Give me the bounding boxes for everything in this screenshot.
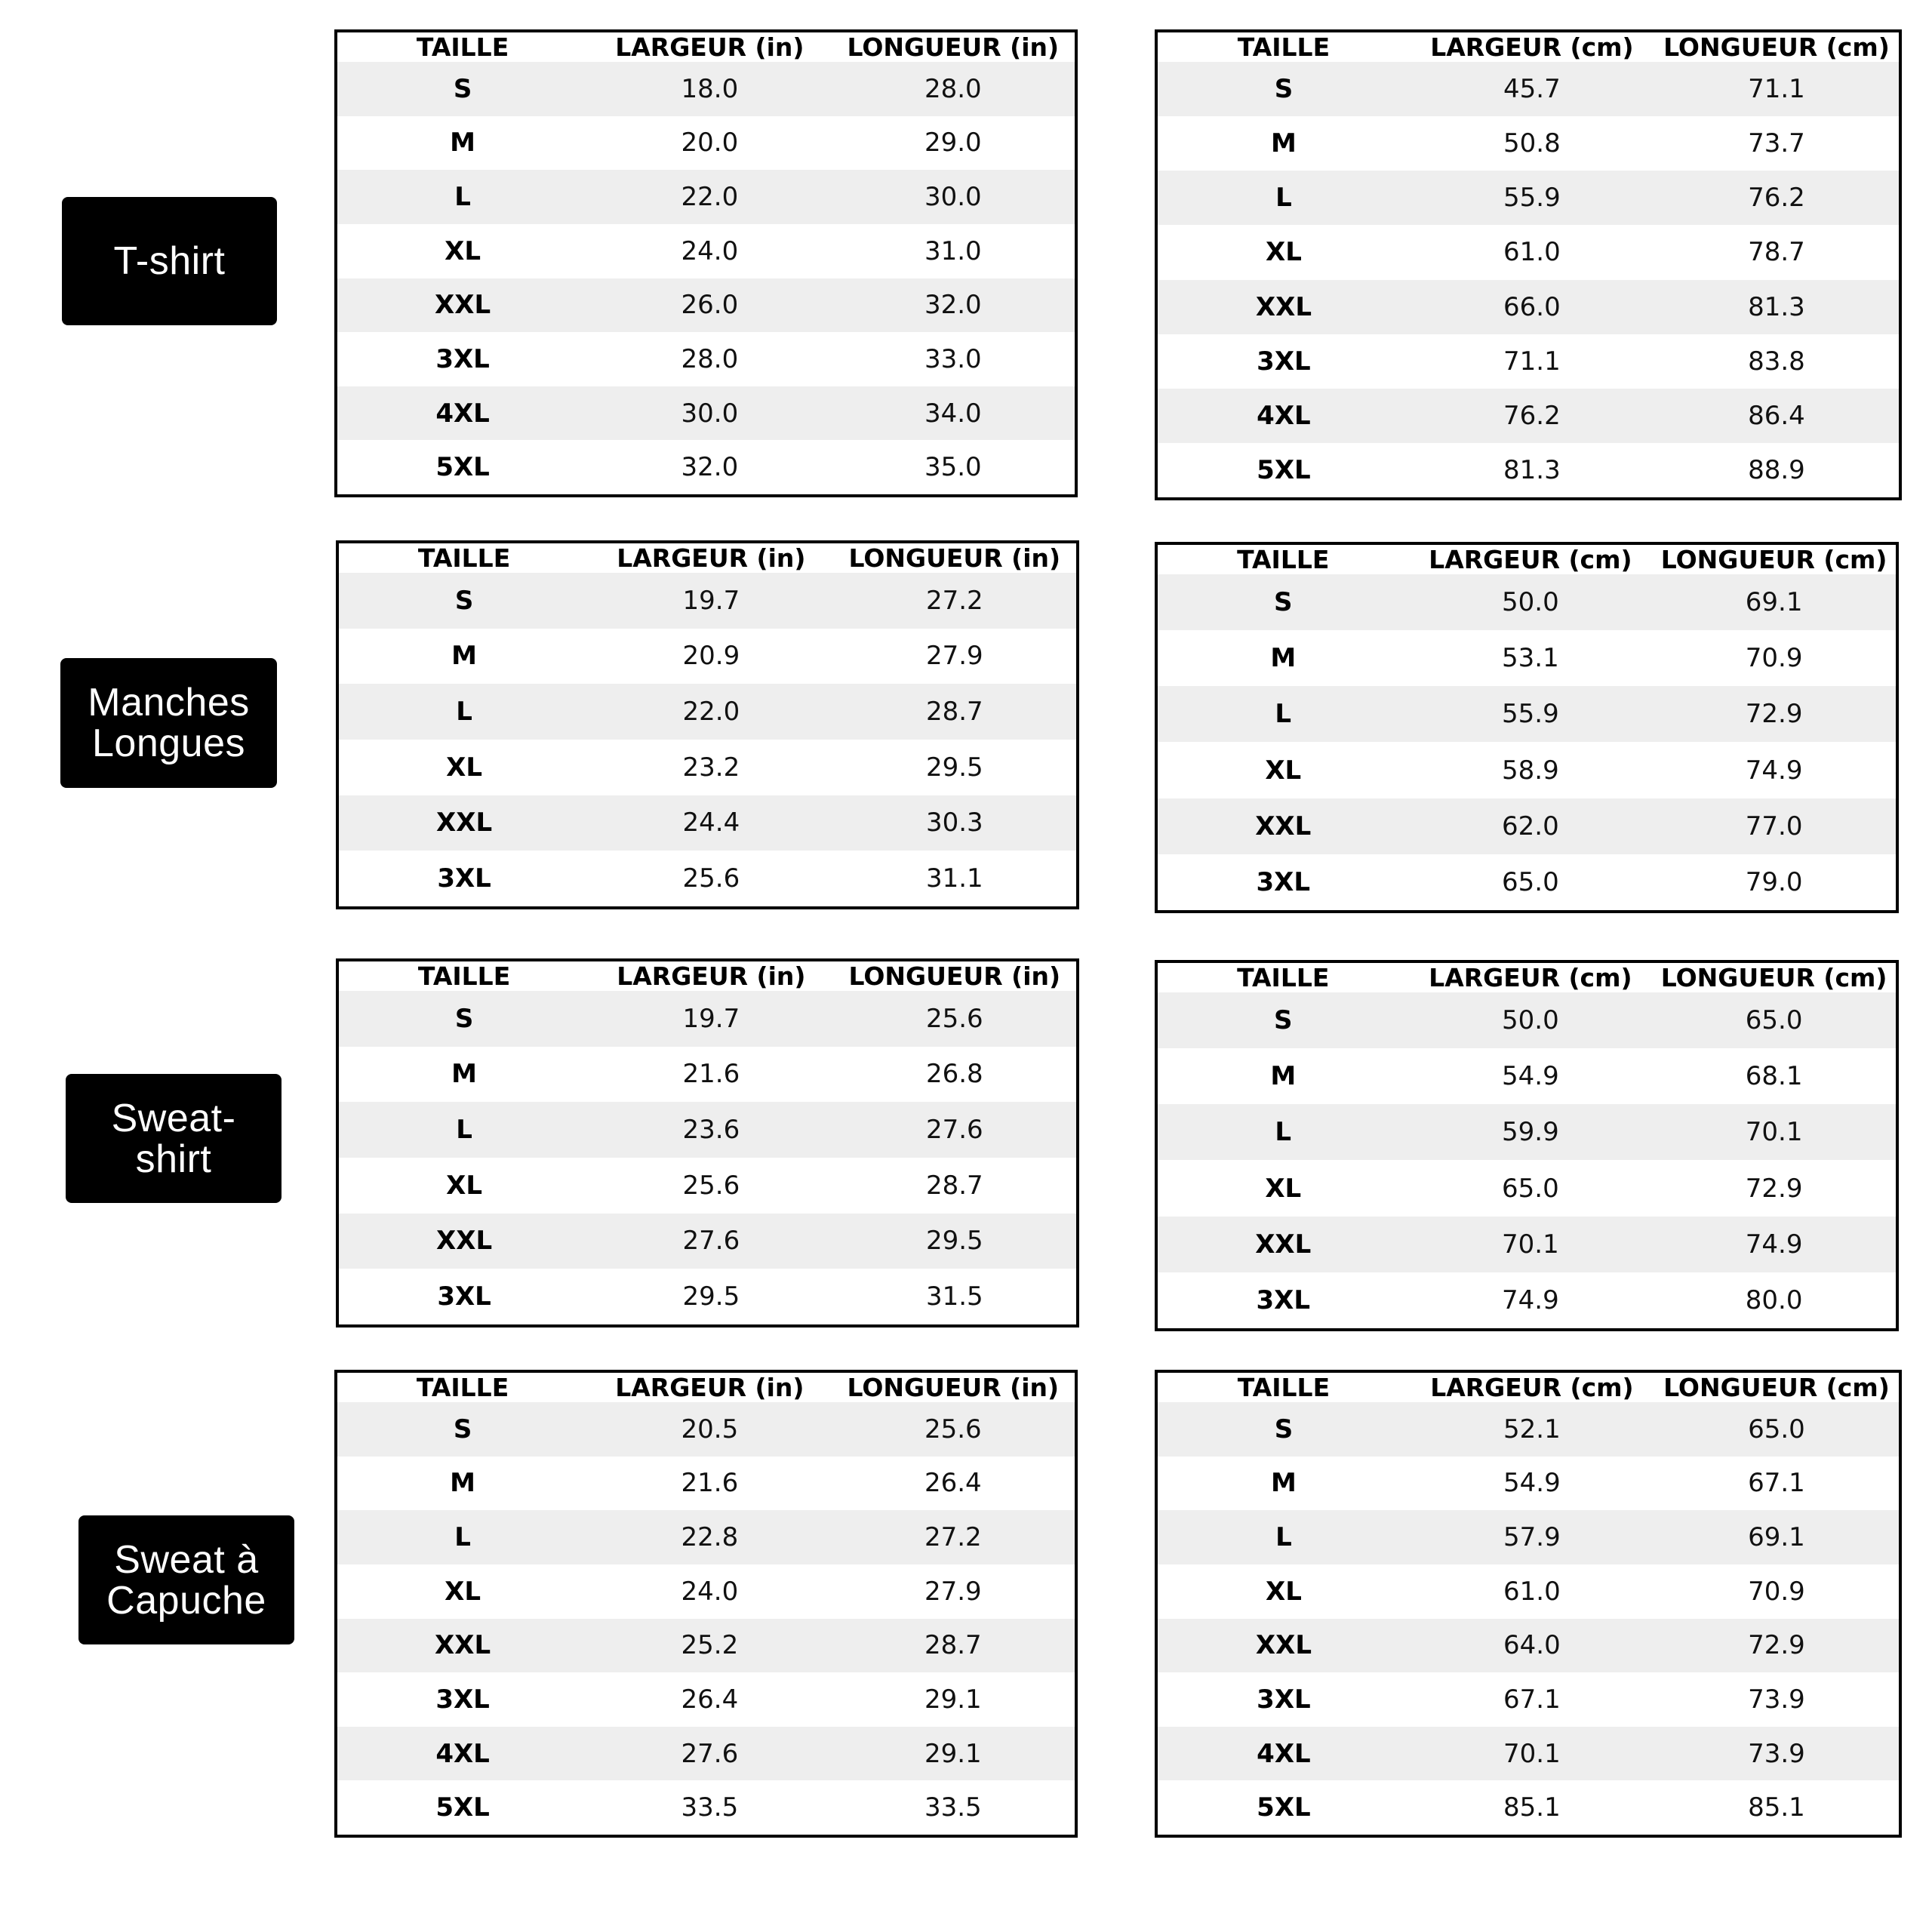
section-label-sweat-shirt	[66, 1074, 281, 1203]
width-cell: 85.1	[1410, 1780, 1654, 1835]
table-row	[1158, 1619, 1899, 1673]
width-cell: 65.0	[1409, 854, 1653, 910]
length-cell: 70.9	[1654, 1564, 1899, 1619]
table-row	[337, 1672, 1075, 1727]
size-cell: XL	[1158, 742, 1409, 798]
width-cell: 81.3	[1410, 443, 1654, 497]
table-row	[337, 1402, 1075, 1457]
table-header-row	[337, 1373, 1075, 1402]
width-cell: 70.1	[1409, 1217, 1653, 1272]
header-largeur: LARGEUR (in)	[588, 1373, 831, 1402]
width-cell: 26.0	[588, 278, 831, 333]
length-cell: 34.0	[832, 386, 1075, 441]
table-row	[1158, 1160, 1896, 1216]
width-cell: 24.0	[588, 224, 831, 278]
size-table	[339, 543, 1076, 906]
width-cell: 59.9	[1409, 1104, 1653, 1160]
width-cell: 22.8	[588, 1510, 831, 1564]
size-cell: 3XL	[337, 1672, 588, 1727]
header-largeur: LARGEUR (cm)	[1410, 32, 1654, 62]
table-row	[337, 1727, 1075, 1781]
table-header-row	[1158, 32, 1899, 62]
section-label-line: Sweat à	[114, 1537, 259, 1582]
table-row	[337, 1457, 1075, 1511]
size-cell: M	[337, 1457, 588, 1511]
size-cell: L	[337, 1510, 588, 1564]
width-cell: 22.0	[589, 684, 832, 740]
width-cell: 61.0	[1410, 1564, 1654, 1619]
header-taille: TAILLE	[1158, 1373, 1410, 1402]
length-cell: 31.0	[832, 224, 1075, 278]
size-cell: 5XL	[1158, 443, 1410, 497]
size-cell: 3XL	[1158, 1272, 1409, 1328]
size-cell: 5XL	[337, 440, 588, 494]
table-row	[1158, 742, 1896, 798]
size-cell: S	[339, 573, 589, 629]
length-cell: 27.2	[833, 573, 1076, 629]
length-cell: 74.9	[1652, 1217, 1896, 1272]
header-largeur: LARGEUR (in)	[588, 32, 831, 62]
length-cell: 88.9	[1654, 443, 1899, 497]
table-row	[337, 1780, 1075, 1835]
width-cell: 23.6	[589, 1102, 832, 1158]
width-cell: 54.9	[1410, 1457, 1654, 1511]
width-cell: 71.1	[1410, 334, 1654, 389]
header-largeur: LARGEUR (in)	[589, 961, 832, 991]
size-cell: M	[1158, 116, 1410, 171]
length-cell: 27.2	[832, 1510, 1075, 1564]
size-cell: S	[339, 991, 589, 1047]
table-row	[337, 386, 1075, 441]
size-table	[1158, 545, 1896, 910]
length-cell: 72.9	[1654, 1619, 1899, 1673]
size-table	[339, 961, 1076, 1324]
width-cell: 65.0	[1409, 1160, 1653, 1216]
table-row	[1158, 574, 1896, 630]
table-row	[1158, 1048, 1896, 1104]
table-row	[1158, 62, 1899, 116]
size-table	[1158, 963, 1896, 1328]
size-table-tshirt-cm	[1155, 29, 1902, 500]
header-taille: TAILLE	[1158, 545, 1409, 574]
table-row	[1158, 686, 1896, 742]
header-largeur: LARGEUR (cm)	[1409, 963, 1653, 992]
header-taille: TAILLE	[337, 32, 588, 62]
width-cell: 25.6	[589, 1158, 832, 1214]
width-cell: 20.5	[588, 1402, 831, 1457]
size-table	[337, 1373, 1075, 1835]
size-cell: XXL	[1158, 1619, 1410, 1673]
size-cell: 5XL	[1158, 1780, 1410, 1835]
table-row	[339, 684, 1076, 740]
table-header-row	[1158, 545, 1896, 574]
header-taille: TAILLE	[339, 961, 589, 991]
width-cell: 66.0	[1410, 280, 1654, 334]
size-cell: XXL	[337, 278, 588, 333]
size-table-sweat-shirt-cm	[1155, 960, 1899, 1331]
table-row	[339, 740, 1076, 795]
size-table-manches-longues-cm	[1155, 542, 1899, 913]
table-row	[337, 1564, 1075, 1619]
table-row	[337, 332, 1075, 386]
header-largeur: LARGEUR (cm)	[1409, 545, 1653, 574]
size-cell: 5XL	[337, 1780, 588, 1835]
length-cell: 73.7	[1654, 116, 1899, 171]
width-cell: 24.0	[588, 1564, 831, 1619]
size-table-sweat-shirt-inches	[336, 958, 1079, 1327]
header-longueur: LONGUEUR (cm)	[1652, 963, 1896, 992]
width-cell: 45.7	[1410, 62, 1654, 116]
size-table-tshirt-inches	[334, 29, 1078, 497]
header-longueur: LONGUEUR (in)	[832, 1373, 1075, 1402]
size-cell: XXL	[337, 1619, 588, 1673]
header-longueur: LONGUEUR (in)	[833, 961, 1076, 991]
table-row	[1158, 1217, 1896, 1272]
table-row	[339, 1214, 1076, 1269]
table-row	[339, 1047, 1076, 1103]
section-label-line: Capuche	[106, 1578, 266, 1623]
table-row	[339, 851, 1076, 906]
width-cell: 29.5	[589, 1269, 832, 1324]
size-cell: S	[1158, 62, 1410, 116]
width-cell: 19.7	[589, 991, 832, 1047]
length-cell: 33.0	[832, 332, 1075, 386]
table-row	[1158, 225, 1899, 279]
size-cell: M	[1158, 1048, 1409, 1104]
size-cell: 3XL	[337, 332, 588, 386]
length-cell: 28.7	[833, 1158, 1076, 1214]
width-cell: 62.0	[1409, 798, 1653, 854]
section-label-line: Manches	[88, 681, 250, 724]
length-cell: 29.5	[833, 740, 1076, 795]
width-cell: 67.1	[1410, 1672, 1654, 1727]
size-cell: 3XL	[1158, 334, 1410, 389]
table-row	[1158, 1457, 1899, 1511]
size-table	[1158, 1373, 1899, 1835]
header-longueur: LONGUEUR (cm)	[1652, 545, 1896, 574]
table-row	[1158, 1510, 1899, 1564]
header-longueur: LONGUEUR (cm)	[1654, 32, 1899, 62]
size-cell: XXL	[1158, 1217, 1409, 1272]
width-cell: 23.2	[589, 740, 832, 795]
size-cell: 3XL	[339, 1269, 589, 1324]
size-cell: 4XL	[337, 1727, 588, 1781]
table-row	[1158, 1564, 1899, 1619]
size-cell: XL	[337, 1564, 588, 1619]
section-label-tshirt	[62, 197, 277, 325]
width-cell: 22.0	[588, 170, 831, 224]
size-cell: L	[337, 170, 588, 224]
size-table	[1158, 32, 1899, 497]
size-table-sweat-a-capuche-inches	[334, 1370, 1078, 1838]
length-cell: 76.2	[1654, 171, 1899, 225]
table-row	[337, 62, 1075, 116]
section-label-manches-longues	[60, 658, 277, 788]
size-cell: XL	[1158, 1160, 1409, 1216]
width-cell: 53.1	[1409, 630, 1653, 686]
table-header-row	[339, 543, 1076, 573]
table-row	[1158, 1780, 1899, 1835]
length-cell: 70.9	[1652, 630, 1896, 686]
length-cell: 25.6	[832, 1402, 1075, 1457]
size-cell: XXL	[339, 795, 589, 851]
table-row	[337, 278, 1075, 333]
header-taille: TAILLE	[1158, 32, 1410, 62]
table-row	[339, 629, 1076, 685]
table-row	[1158, 1727, 1899, 1781]
width-cell: 70.1	[1410, 1727, 1654, 1781]
size-cell: XL	[339, 1158, 589, 1214]
size-cell: L	[1158, 1510, 1410, 1564]
table-header-row	[337, 32, 1075, 62]
length-cell: 29.5	[833, 1214, 1076, 1269]
table-row	[1158, 1402, 1899, 1457]
section-label-line: shirt	[135, 1137, 212, 1181]
size-cell: M	[1158, 630, 1409, 686]
length-cell: 81.3	[1654, 280, 1899, 334]
size-table	[337, 32, 1075, 494]
width-cell: 54.9	[1409, 1048, 1653, 1104]
table-row	[1158, 116, 1899, 171]
length-cell: 67.1	[1654, 1457, 1899, 1511]
width-cell: 32.0	[588, 440, 831, 494]
size-cell: XXL	[1158, 798, 1409, 854]
size-cell: L	[1158, 171, 1410, 225]
table-header-row	[1158, 1373, 1899, 1402]
width-cell: 26.4	[588, 1672, 831, 1727]
size-cell: XL	[337, 224, 588, 278]
width-cell: 20.0	[588, 116, 831, 171]
length-cell: 30.0	[832, 170, 1075, 224]
section-label-sweat-a-capuche	[78, 1515, 294, 1644]
size-cell: M	[1158, 1457, 1410, 1511]
length-cell: 78.7	[1654, 225, 1899, 279]
length-cell: 26.8	[833, 1047, 1076, 1103]
length-cell: 65.0	[1652, 992, 1896, 1048]
table-row	[337, 1619, 1075, 1673]
width-cell: 52.1	[1410, 1402, 1654, 1457]
table-row	[337, 440, 1075, 494]
length-cell: 85.1	[1654, 1780, 1899, 1835]
length-cell: 69.1	[1652, 574, 1896, 630]
length-cell: 73.9	[1654, 1727, 1899, 1781]
length-cell: 65.0	[1654, 1402, 1899, 1457]
width-cell: 55.9	[1409, 686, 1653, 742]
size-cell: XL	[1158, 225, 1410, 279]
table-row	[1158, 1272, 1896, 1328]
table-row	[339, 795, 1076, 851]
width-cell: 50.8	[1410, 116, 1654, 171]
width-cell: 27.6	[588, 1727, 831, 1781]
size-cell: S	[337, 1402, 588, 1457]
table-row	[339, 573, 1076, 629]
size-cell: S	[337, 62, 588, 116]
length-cell: 80.0	[1652, 1272, 1896, 1328]
length-cell: 68.1	[1652, 1048, 1896, 1104]
length-cell: 83.8	[1654, 334, 1899, 389]
table-row	[339, 1102, 1076, 1158]
section-label-line: Longues	[91, 721, 246, 765]
width-cell: 24.4	[589, 795, 832, 851]
width-cell: 25.2	[588, 1619, 831, 1673]
table-row	[339, 991, 1076, 1047]
size-table-manches-longues-inches	[336, 540, 1079, 909]
size-cell: S	[1158, 1402, 1410, 1457]
size-cell: S	[1158, 992, 1409, 1048]
length-cell: 74.9	[1652, 742, 1896, 798]
table-row	[1158, 798, 1896, 854]
size-cell: L	[339, 684, 589, 740]
table-header-row	[1158, 963, 1896, 992]
length-cell: 86.4	[1654, 389, 1899, 443]
width-cell: 30.0	[588, 386, 831, 441]
length-cell: 28.0	[832, 62, 1075, 116]
table-row	[1158, 1672, 1899, 1727]
size-cell: XXL	[339, 1214, 589, 1269]
size-table-sweat-a-capuche-cm	[1155, 1370, 1902, 1838]
table-row	[337, 116, 1075, 171]
length-cell: 32.0	[832, 278, 1075, 333]
header-largeur: LARGEUR (cm)	[1410, 1373, 1654, 1402]
length-cell: 79.0	[1652, 854, 1896, 910]
length-cell: 27.9	[833, 629, 1076, 685]
length-cell: 28.7	[832, 1619, 1075, 1673]
size-cell: 4XL	[1158, 389, 1410, 443]
size-cell: XL	[1158, 1564, 1410, 1619]
table-row	[339, 1269, 1076, 1324]
width-cell: 20.9	[589, 629, 832, 685]
table-row	[1158, 854, 1896, 910]
size-cell: M	[339, 1047, 589, 1103]
size-cell: L	[339, 1102, 589, 1158]
width-cell: 64.0	[1410, 1619, 1654, 1673]
section-label-line: Sweat-	[111, 1096, 236, 1140]
length-cell: 25.6	[833, 991, 1076, 1047]
length-cell: 72.9	[1652, 1160, 1896, 1216]
size-cell: 3XL	[339, 851, 589, 906]
table-row	[339, 1158, 1076, 1214]
width-cell: 50.0	[1409, 992, 1653, 1048]
width-cell: 76.2	[1410, 389, 1654, 443]
length-cell: 30.3	[833, 795, 1076, 851]
width-cell: 61.0	[1410, 225, 1654, 279]
table-row	[1158, 443, 1899, 497]
length-cell: 69.1	[1654, 1510, 1899, 1564]
size-cell: XL	[339, 740, 589, 795]
size-cell: 3XL	[1158, 854, 1409, 910]
width-cell: 21.6	[588, 1457, 831, 1511]
table-row	[337, 170, 1075, 224]
table-row	[337, 1510, 1075, 1564]
header-largeur: LARGEUR (in)	[589, 543, 832, 573]
size-cell: XXL	[1158, 280, 1410, 334]
width-cell: 28.0	[588, 332, 831, 386]
header-taille: TAILLE	[339, 543, 589, 573]
length-cell: 35.0	[832, 440, 1075, 494]
width-cell: 19.7	[589, 573, 832, 629]
length-cell: 71.1	[1654, 62, 1899, 116]
width-cell: 55.9	[1410, 171, 1654, 225]
table-header-row	[339, 961, 1076, 991]
length-cell: 72.9	[1652, 686, 1896, 742]
length-cell: 73.9	[1654, 1672, 1899, 1727]
length-cell: 29.1	[832, 1727, 1075, 1781]
size-cell: 3XL	[1158, 1672, 1410, 1727]
width-cell: 58.9	[1409, 742, 1653, 798]
width-cell: 27.6	[589, 1214, 832, 1269]
length-cell: 29.1	[832, 1672, 1075, 1727]
header-taille: TAILLE	[337, 1373, 588, 1402]
table-row	[1158, 280, 1899, 334]
length-cell: 70.1	[1652, 1104, 1896, 1160]
length-cell: 27.9	[832, 1564, 1075, 1619]
size-cell: 4XL	[1158, 1727, 1410, 1781]
size-cell: M	[339, 629, 589, 685]
table-row	[1158, 334, 1899, 389]
header-longueur: LONGUEUR (in)	[833, 543, 1076, 573]
width-cell: 33.5	[588, 1780, 831, 1835]
length-cell: 28.7	[833, 684, 1076, 740]
header-taille: TAILLE	[1158, 963, 1409, 992]
size-cell: L	[1158, 1104, 1409, 1160]
header-longueur: LONGUEUR (in)	[832, 32, 1075, 62]
length-cell: 26.4	[832, 1457, 1075, 1511]
width-cell: 74.9	[1409, 1272, 1653, 1328]
table-row	[1158, 630, 1896, 686]
width-cell: 18.0	[588, 62, 831, 116]
table-row	[337, 224, 1075, 278]
length-cell: 33.5	[832, 1780, 1075, 1835]
length-cell: 77.0	[1652, 798, 1896, 854]
table-row	[1158, 1104, 1896, 1160]
section-label-line: T-shirt	[113, 239, 226, 283]
length-cell: 27.6	[833, 1102, 1076, 1158]
length-cell: 29.0	[832, 116, 1075, 171]
width-cell: 50.0	[1409, 574, 1653, 630]
width-cell: 25.6	[589, 851, 832, 906]
width-cell: 57.9	[1410, 1510, 1654, 1564]
size-cell: 4XL	[337, 386, 588, 441]
table-row	[1158, 389, 1899, 443]
size-cell: S	[1158, 574, 1409, 630]
table-row	[1158, 992, 1896, 1048]
table-row	[1158, 171, 1899, 225]
size-cell: L	[1158, 686, 1409, 742]
size-cell: M	[337, 116, 588, 171]
length-cell: 31.5	[833, 1269, 1076, 1324]
width-cell: 21.6	[589, 1047, 832, 1103]
length-cell: 31.1	[833, 851, 1076, 906]
header-longueur: LONGUEUR (cm)	[1654, 1373, 1899, 1402]
